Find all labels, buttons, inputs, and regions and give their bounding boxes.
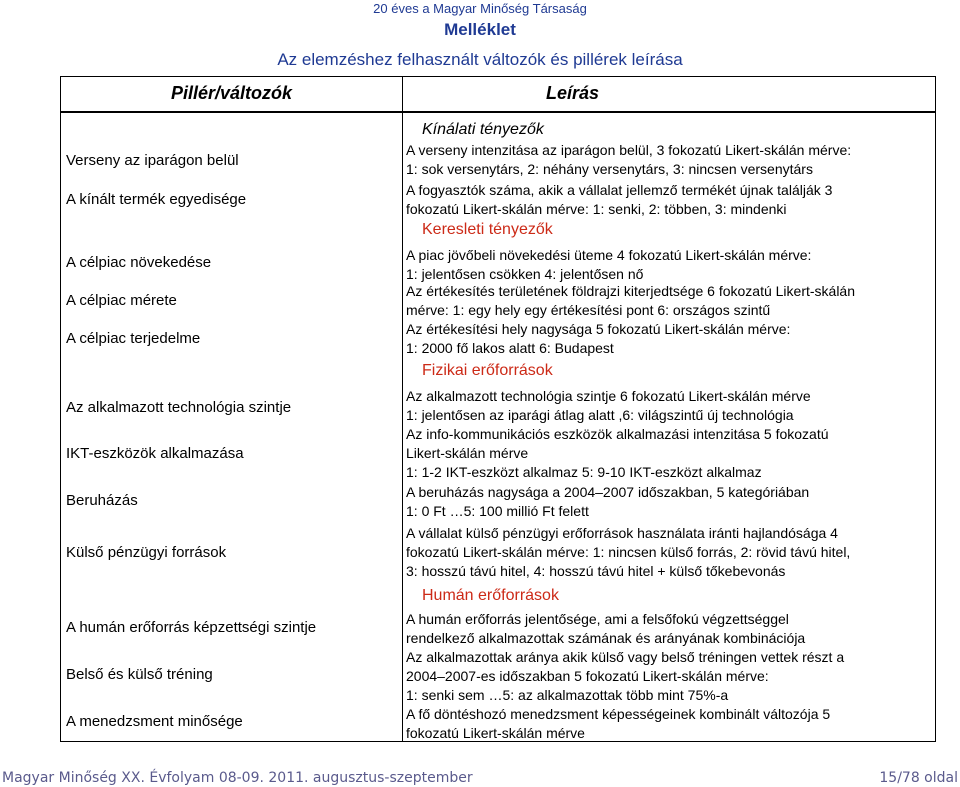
page-title: Melléklet [444,20,516,39]
variable-name: A célpiac terjedelme [66,330,201,347]
section-heading-supply: Kínálati tényezők [422,121,544,138]
description-line: 1: sok versenytárs, 2: néhány versenytárs, 3: nincsen versenytárs [406,161,813,177]
column-header-variables: Pillér/változók [171,83,293,103]
description-line: Likert-skálán mérve [406,445,529,461]
description-line: 3: hosszú távú hitel, 4: hosszú távú hitel + külső tőkebevonás [406,563,786,579]
description-line: mérve: 1: egy hely egy értékesítési pont 6: országos szintű [406,302,771,318]
description-line: 1: 1-2 IKT-eszközt alkalmaz 5: 9-10 IKT-eszközt alkalmaz [406,464,762,480]
variable-name: A menedzsment minősége [66,713,243,730]
section-heading-physical: Fizikai erőforrások [422,362,553,379]
description-line: A beruházás nagysága a 2004–2007 időszakban, 5 kategóriában [406,484,810,500]
variable-name: Belső és külső tréning [66,666,213,683]
header-divider [61,111,935,113]
description-line: rendelkező alkalmazottak számának és arányának kombinációja [406,630,806,646]
variable-name: Az alkalmazott technológia szintje [66,399,292,416]
description-line: A verseny intenzitása az iparágon belül, 3 fokozatú Likert-skálán mérve: [406,142,852,158]
variable-name: IKT-eszközök alkalmazása [66,445,244,462]
description-line: 1: jelentősen csökken 4: jelentősen nő [406,266,644,282]
description-line: A vállalat külső pénzügyi erőforrások használata iránti hajlandósága 4 [406,525,838,541]
page-subtitle: Az elemzéshez felhasznált változók és pillérek leírása [277,50,683,69]
variable-name: Beruházás [66,492,138,509]
description-line: 2004–2007-es időszakban 5 fokozatú Likert-skálán mérve: [406,668,769,684]
description-line: A piac jövőbeli növekedési üteme 4 fokozatú Likert-skálán mérve: [406,247,812,263]
description-line: A fogyasztók száma, akik a vállalat jellemző termékét újnak találják 3 [406,182,833,198]
variable-name: Verseny az iparágon belül [66,152,239,169]
description-line: 1: 0 Ft …5: 100 millió Ft felett [406,503,589,519]
section-heading-demand: Keresleti tényezők [422,221,553,238]
column-divider [402,77,403,741]
description-line: fokozatú Likert-skálán mérve [406,725,585,741]
description-line: Az értékesítés területének földrajzi kiterjedtsége 6 fokozatú Likert-skálán [406,283,856,299]
description-line: A humán erőforrás jelentősége, ami a felsőfokú végzettséggel [406,611,789,627]
variable-name: Külső pénzügyi források [66,544,227,561]
variable-name: A humán erőforrás képzettségi szintje [66,619,317,636]
description-line: Az értékesítési hely nagysága 5 fokozatú Likert-skálán mérve: [406,321,791,337]
section-heading-human: Humán erőforrások [422,587,559,604]
footer-page-number: 15/78 oldal [879,770,958,786]
variable-name: A célpiac mérete [66,292,177,309]
variable-name: A kínált termék egyedisége [66,191,247,208]
journal-header: 20 éves a Magyar Minőség Társaság [373,1,587,16]
description-line: A fő döntéshozó menedzsment képességeinek kombinált változója 5 [406,706,831,722]
description-line: 1: jelentősen az iparági átlag alatt ,6: világszintű új technológia [406,407,794,423]
description-line: fokozatú Likert-skálán mérve: 1: nincsen külső forrás, 2: rövid távú hitel, [406,544,851,560]
variable-name: A célpiac növekedése [66,254,212,271]
description-line: 1: 2000 fő lakos alatt 6: Budapest [406,340,614,356]
column-header-description: Leírás [546,83,600,103]
description-line: fokozatú Likert-skálán mérve: 1: senki, 2: többen, 3: mindenki [406,201,787,217]
description-line: Az info-kommunikációs eszközök alkalmazási intenzitása 5 fokozatú [406,426,829,442]
description-line: 1: senki sem …5: az alkalmazottak több mint 75%-a [406,687,729,703]
description-line: Az alkalmazott technológia szintje 6 fokozatú Likert-skálán mérve [406,388,811,404]
footer-journal: Magyar Minőség XX. Évfolyam 08-09. 2011. augusztus-szeptember [2,770,473,786]
description-line: Az alkalmazottak aránya akik külső vagy belső tréningen vettek részt a [406,649,845,665]
